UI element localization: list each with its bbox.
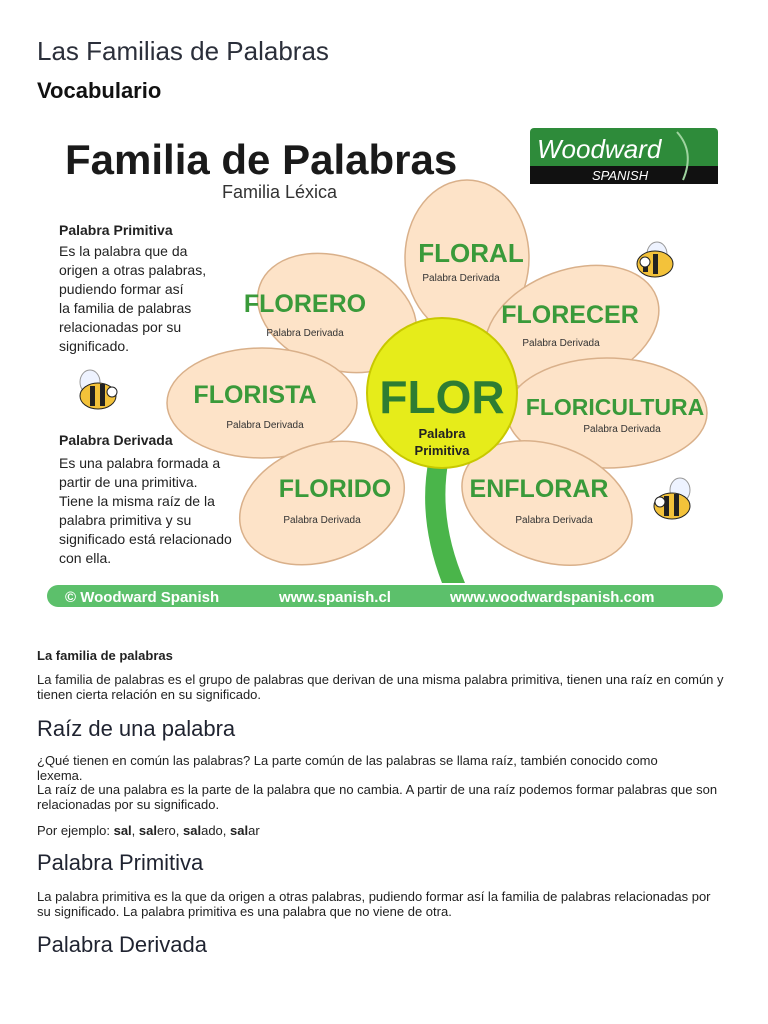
- center-word: FLOR: [379, 371, 505, 423]
- petal-label: Palabra Derivada: [266, 328, 344, 339]
- petal-word-florido: FLORIDO: [278, 475, 392, 503]
- derived-desc-line: Es una palabra formada a: [59, 455, 221, 471]
- logo-text: Woodward: [537, 134, 662, 164]
- primitive-desc-line: relacionadas por su: [59, 319, 182, 335]
- logo-subtext: SPANISH: [592, 168, 649, 183]
- paragraph-raiz-1a: ¿Qué tienen en común las palabras? La parte común de las palabras se llama raíz, también conocido como: [37, 753, 658, 768]
- petal-word-enflorar: ENFLORAR: [469, 475, 609, 503]
- petal-word-florecer: FLORECER: [501, 301, 639, 329]
- petal-label: Palabra Derivada: [515, 515, 593, 526]
- primitive-desc-line: origen a otras palabras,: [59, 262, 207, 278]
- primitive-desc-line: pudiendo formar así: [59, 281, 184, 297]
- paragraph-familia: La familia de palabras es el grupo de palabras que derivan de una misma palabra primitiva, tienen una raíz en común y tienen cierta relación en su significado.: [37, 672, 724, 702]
- example-line: Por ejemplo: sal, salero, salado, salar: [37, 823, 260, 838]
- example-root: sal: [138, 823, 157, 838]
- paragraph-raiz-1b: lexema.: [37, 768, 83, 783]
- derived-desc-line: partir de una primitiva.: [59, 474, 198, 490]
- petal-label: Palabra Derivada: [422, 273, 500, 284]
- petal-word-floral: FLORAL: [418, 238, 524, 268]
- derived-desc-line: Tiene la misma raíz de la: [59, 493, 215, 509]
- word-family-infographic: [37, 118, 731, 618]
- primitive-heading: Palabra Primitiva: [59, 222, 173, 238]
- example-root: sal: [113, 823, 132, 838]
- heading-raiz: Raíz de una palabra: [37, 716, 236, 741]
- footer-link-2[interactable]: www.woodwardspanish.com: [450, 589, 655, 606]
- derived-heading: Palabra Derivada: [59, 432, 173, 448]
- page-title: Las Familias de Palabras: [37, 36, 329, 66]
- petal-word-florista: FLORISTA: [193, 381, 317, 409]
- heading-primitiva: Palabra Primitiva: [37, 850, 204, 875]
- center-label-1: Palabra: [418, 426, 466, 441]
- infographic-title: Familia de Palabras: [65, 136, 458, 183]
- petal-label: Palabra Derivada: [583, 424, 661, 435]
- derived-desc-line: palabra primitiva y su: [59, 512, 192, 528]
- paragraph-raiz-2: La raíz de una palabra es la parte de la palabra que no cambia. A partir de una raíz podemos formar palabras que son relacionadas por su significado.: [37, 782, 718, 812]
- example-root: sal: [230, 823, 249, 838]
- center-label-2: Primitiva: [414, 443, 470, 458]
- woodward-logo: [530, 128, 718, 184]
- bee-icon: [654, 478, 690, 519]
- petal-word-floricultura: FLORICULTURA: [525, 394, 705, 420]
- footer-copyright: © Woodward Spanish: [65, 589, 220, 606]
- infographic-svg: [37, 118, 731, 618]
- primitive-desc-line: Es la palabra que da: [59, 243, 188, 259]
- paragraph-primitiva: La palabra primitiva es la que da origen a otras palabras, pudiendo formar así la familia de palabras relacionadas por su significado. La palabra primitiva es una palabra que no viene de otra.: [37, 889, 711, 919]
- section-label-familia: La familia de palabras: [37, 648, 173, 663]
- bee-icon: [637, 242, 673, 277]
- derived-desc-line: significado está relacionado: [59, 531, 232, 547]
- example-rest: ero: [156, 823, 176, 838]
- paragraph-raiz-1: [37, 753, 727, 783]
- infographic-subtitle: Familia Léxica: [222, 182, 338, 202]
- derived-desc-line: con ella.: [59, 550, 112, 566]
- example-rest: ar: [248, 823, 260, 838]
- petal-label: Palabra Derivada: [522, 338, 600, 349]
- example-rest: ado: [201, 823, 223, 838]
- page-subtitle: Vocabulario: [37, 78, 162, 103]
- primitive-desc-line: significado.: [59, 338, 130, 354]
- example-root: sal: [183, 823, 202, 838]
- bee-icon: [80, 370, 117, 409]
- heading-derivada: Palabra Derivada: [37, 932, 207, 957]
- petal-label: Palabra Derivada: [226, 420, 304, 431]
- primitive-description: [59, 243, 206, 354]
- primitive-desc-line: la familia de palabras: [59, 300, 192, 316]
- flower-stem: [425, 458, 465, 583]
- petal-word-florero: FLORERO: [243, 290, 367, 318]
- derived-description: [59, 455, 232, 566]
- example-label: Por ejemplo:: [37, 823, 114, 838]
- petal-label: Palabra Derivada: [283, 515, 361, 526]
- footer-link-1[interactable]: www.spanish.cl: [279, 589, 391, 606]
